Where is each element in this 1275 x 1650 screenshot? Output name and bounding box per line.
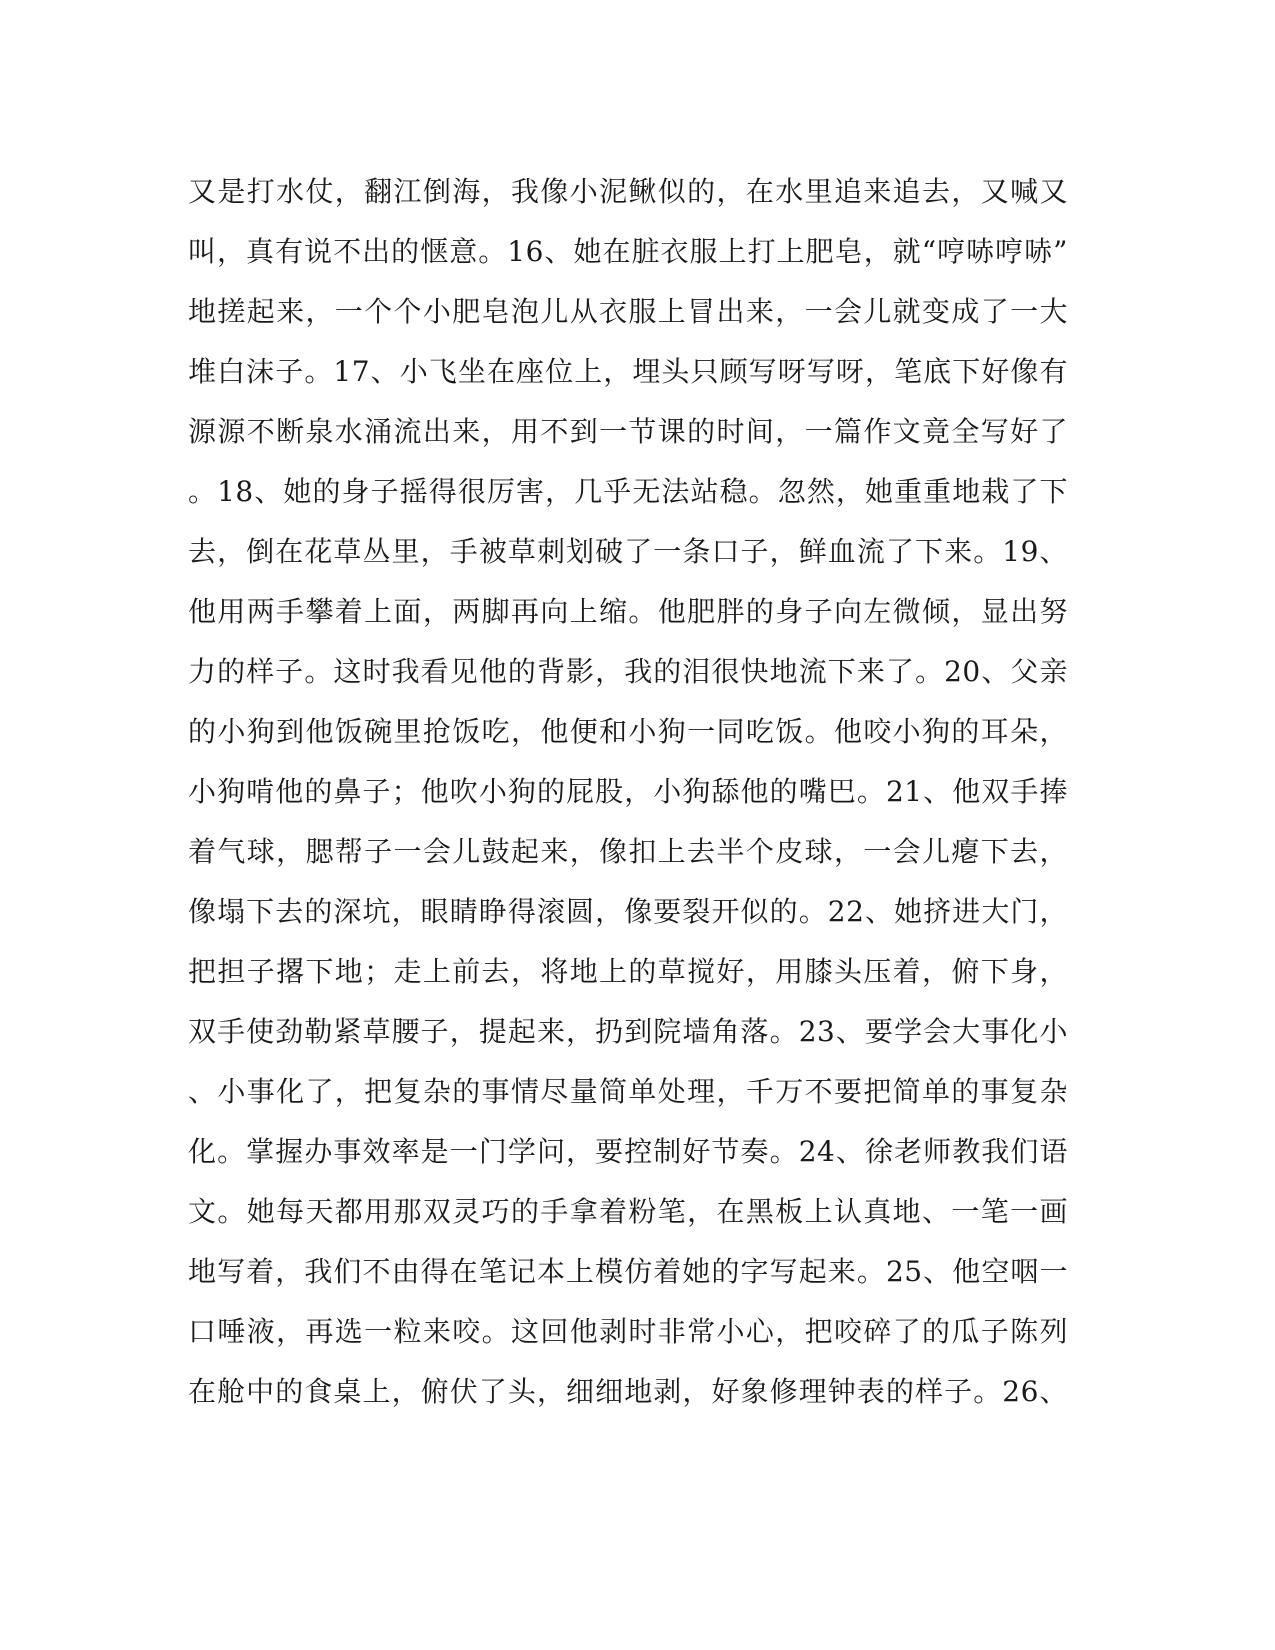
- text-line: 在舱中的食桌上，俯伏了头，细细地剥，好象修理钟表的样子。26、: [188, 1375, 1068, 1408]
- text-line: 地搓起来，一个个小肥皂泡儿从衣服上冒出来，一会儿就变成了一大: [188, 295, 1068, 328]
- text-line: 把担子撂下地；走上前去，将地上的草搅好，用膝头压着，俯下身，: [188, 955, 1068, 988]
- text-line: 、小事化了，把复杂的事情尽量简单处理，千万不要把简单的事复杂: [188, 1075, 1068, 1108]
- text-line: 力的样子。这时我看见他的背影，我的泪很快地流下来了。20、父亲: [188, 655, 1068, 688]
- text-line: 叫，真有说不出的惬意。16、她在脏衣服上打上肥皂，就“哼哧哼哧”: [188, 235, 1068, 268]
- text-line: 着气球，腮帮子一会儿鼓起来，像扣上去半个皮球，一会儿瘪下去，: [188, 835, 1068, 868]
- text-line: 化。掌握办事效率是一门学问，要控制好节奏。24、徐老师教我们语: [188, 1135, 1068, 1168]
- text-line: 双手使劲勒紧草腰子，提起来，扔到院墙角落。23、要学会大事化小: [188, 1015, 1068, 1048]
- text-line: 口唾液，再选一粒来咬。这回他剥时非常小心，把咬碎了的瓜子陈列: [188, 1315, 1068, 1348]
- body-text: [188, 162, 1068, 1422]
- text-line: 又是打水仗，翻江倒海，我像小泥鳅似的，在水里追来追去，又喊又: [188, 175, 1068, 208]
- text-line: 像塌下去的深坑，眼睛睁得滚圆，像要裂开似的。22、她挤进大门，: [188, 895, 1068, 928]
- text-line: 的小狗到他饭碗里抢饭吃，他便和小狗一同吃饭。他咬小狗的耳朵，: [188, 715, 1068, 748]
- text-line: 去，倒在花草丛里，手被草刺划破了一条口子，鲜血流了下来。19、: [188, 535, 1068, 568]
- text-line: 小狗啃他的鼻子；他吹小狗的屁股，小狗舔他的嘴巴。21、他双手捧: [188, 775, 1068, 808]
- text-line: 源源不断泉水涌流出来，用不到一节课的时间，一篇作文竟全写好了: [188, 415, 1068, 448]
- text-line: 堆白沫子。17、小飞坐在座位上，埋头只顾写呀写呀，笔底下好像有: [188, 355, 1068, 388]
- text-line: 文。她每天都用那双灵巧的手拿着粉笔，在黑板上认真地、一笔一画: [188, 1195, 1068, 1228]
- text-line: 他用两手攀着上面，两脚再向上缩。他肥胖的身子向左微倾，显出努: [188, 595, 1068, 628]
- text-line: 地写着，我们不由得在笔记本上模仿着她的字写起来。25、他空咽一: [188, 1255, 1068, 1288]
- text-line: 。18、她的身子摇得很厉害，几乎无法站稳。忽然，她重重地栽了下: [188, 475, 1068, 508]
